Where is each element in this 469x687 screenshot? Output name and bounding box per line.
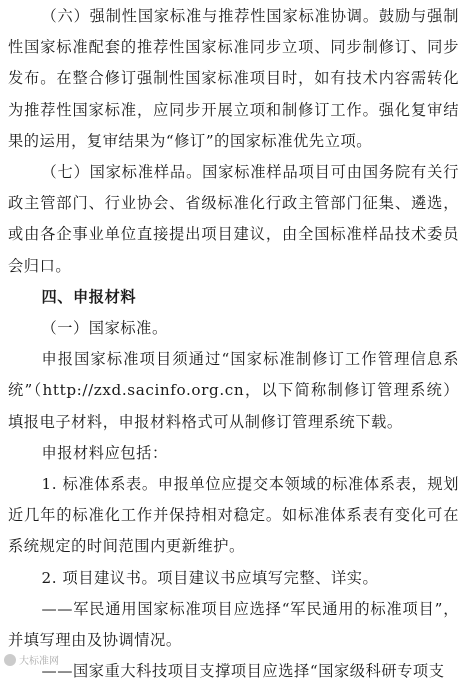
paragraph-major-science-projects: ——国家重大科技项目支撑项目应选择“国家级科研专项支 (41, 662, 445, 681)
paragraph-national-standard-samples: （七）国家标准样品。国家标准样品项目可由国务院有关行政主管部门、行业协会、省级标准化行政主管部门征集、遴选，或由各企事业单位直接提出项目建议，由全国标准样品技术委员会归口。 (8, 163, 459, 275)
paragraph-submission-system: 申报国家标准项目须通过“国家标准制修订工作管理信息系统”（http://zxd.sacinfo.org.cn，以下简称制修订管理系统）填报电子材料，申报材料格式可从制修订管理系统下载。 (8, 350, 459, 431)
paragraph-military-civil-projects: ——军民通用国家标准项目应选择“军民通用的标准项目”，并填写理由及协调情况。 (8, 599, 459, 650)
paragraph-national-standards-subheading: （一）国家标准。 (41, 319, 168, 338)
paragraph-materials-include: 申报材料应包括： (41, 443, 168, 462)
paragraph-project-proposal: 2. 项目建议书。项目建议书应填写完整、详实。 (41, 568, 379, 587)
watermark-logo-icon (4, 654, 16, 666)
watermark (4, 652, 59, 667)
watermark-text: 大标准网 (19, 656, 59, 667)
paragraph-mandatory-recommended-coordination: （六）强制性国家标准与推荐性国家标准协调。鼓励与强制性国家标准配套的推荐性国家标准同步立项、同步制修订、同步发布。在整合修订强制性国家标准项目时，如有技术内容需转化为推荐性国家标准，应同步开展立项和制修订工作。强化复审结果的运用，复审结果为“修订”的国家标准优先立项。 (8, 7, 459, 150)
paragraph-standard-system-table: 1. 标准体系表。申报单位应提交本领域的标准体系表，规划近几年的标准化工作并保持相对稳定。如标准体系表有变化可在系统规定的时间范围内更新维护。 (8, 475, 459, 556)
section-heading-application-materials: 四、申报材料 (41, 287, 137, 306)
